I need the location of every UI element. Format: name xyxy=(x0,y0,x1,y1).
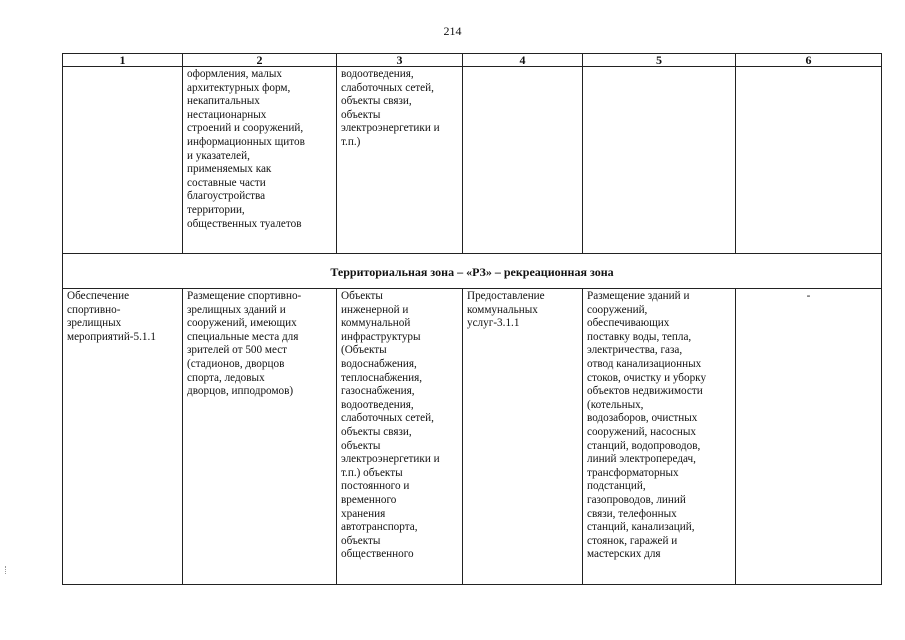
column-header-row xyxy=(63,54,882,67)
continuation-cell-5 xyxy=(583,67,736,254)
column-header-1: 1 xyxy=(63,54,183,67)
continuation-cell-4 xyxy=(463,67,583,254)
zone-title-row xyxy=(63,254,882,289)
use-description-cell: Размещение спортивно- зрелищных зданий и сооружений, имеющих специальные места для зрителей от 500 мест (стадионов, дворцов спорта, ледовых дворцов, ипподромов) xyxy=(183,289,337,585)
notes-cell: - xyxy=(736,289,882,585)
column-header-4: 4 xyxy=(463,54,583,67)
continuation-cell-6 xyxy=(736,67,882,254)
continuation-row xyxy=(63,67,882,254)
column-header-3: 3 xyxy=(337,54,463,67)
column-header-6: 6 xyxy=(736,54,882,67)
conditional-use-cell: Предоставление коммунальных услуг-3.1.1 xyxy=(463,289,583,585)
continuation-cell-2: оформления, малых архитектурных форм, некапитальных нестационарных строений и сооружений, информационных щитов и указателей, применяемых как составные части благоустройства территории, общественных туалетов xyxy=(183,67,337,254)
continuation-cell-1 xyxy=(63,67,183,254)
use-row-sports xyxy=(63,289,882,585)
scan-artifact-mark xyxy=(5,566,9,574)
zone-title: Территориальная зона – «РЗ» – рекреационная зона xyxy=(63,254,882,289)
regulation-table xyxy=(62,53,882,585)
use-type-cell: Обеспечение спортивно- зрелищных мероприятий-5.1.1 xyxy=(63,289,183,585)
auxiliary-objects-cell: Объекты инженерной и коммунальной инфраструктуры (Объекты водоснабжения, теплоснабжения, газоснабжения, водоотведения, слаботочных сетей, объекты связи, объекты электроэнергетики и т.п.) объекты постоянного и временного хранения автотранспорта, объекты общественного xyxy=(337,289,463,585)
conditional-description-cell: Размещение зданий и сооружений, обеспечивающих поставку воды, тепла, электричества, газа, отвод канализационных стоков, очистку и уборку объектов недвижимости (котельных, водозаборов, очистных сооружений, насосных станций, водопроводов, линий электропередач, трансформаторных подстанций, газопроводов, линий связи, телефонных станций, канализаций, стоянок, гаражей и мастерских для xyxy=(583,289,736,585)
continuation-cell-3: водоотведения, слаботочных сетей, объекты связи, объекты электроэнергетики и т.п.) xyxy=(337,67,463,254)
page-number: 214 xyxy=(443,24,462,38)
column-header-5: 5 xyxy=(583,54,736,67)
column-header-2: 2 xyxy=(183,54,337,67)
